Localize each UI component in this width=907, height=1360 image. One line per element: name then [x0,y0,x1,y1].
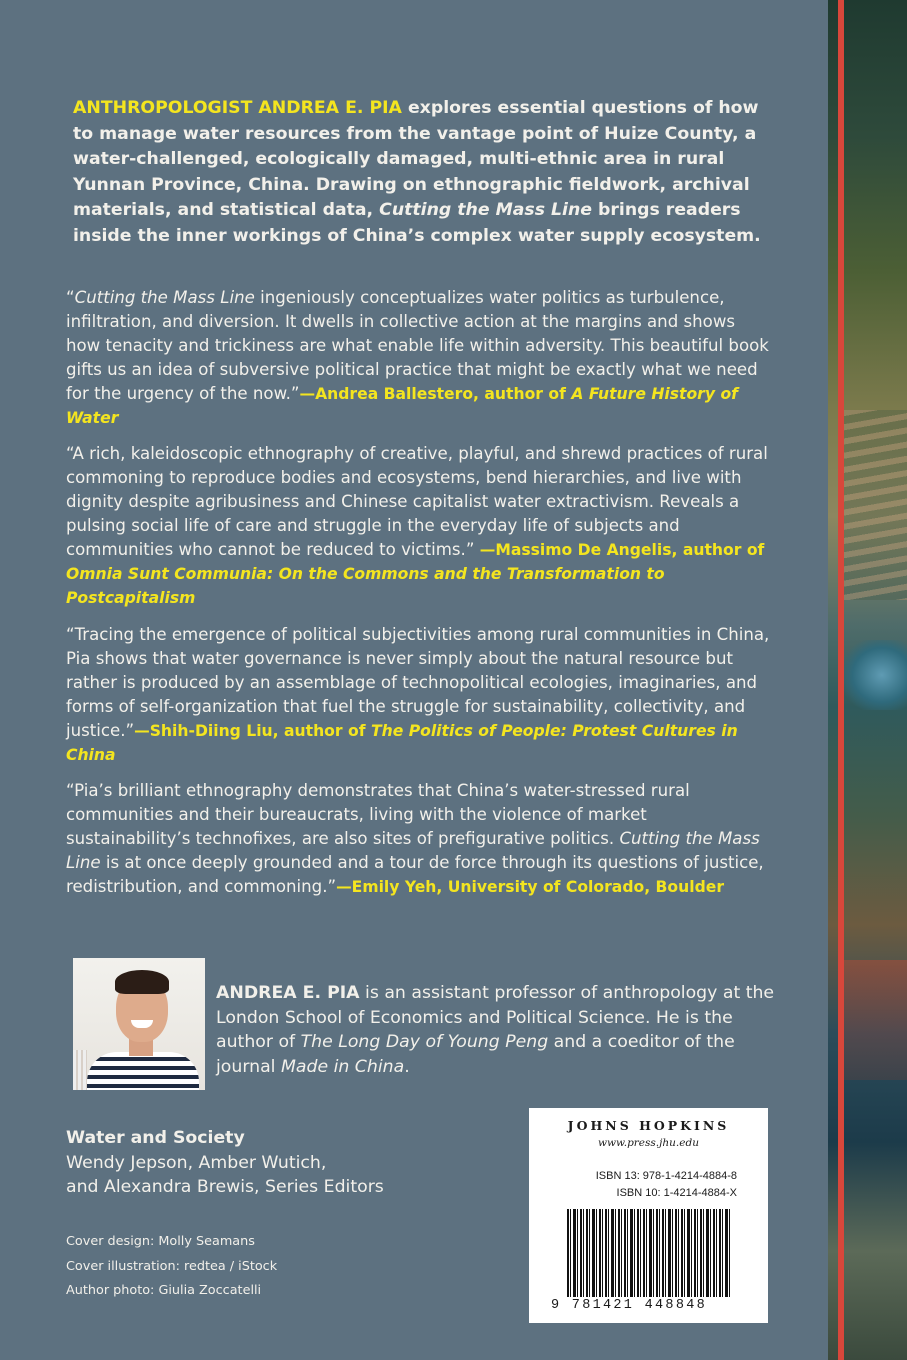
attribution-text: —Massimo De Angelis, author of [479,541,765,559]
attribution-book: Omnia Sunt Communia: On the Commons and the Transformation to Postcapitalism [66,565,665,607]
credit-author-photo: Author photo: Giulia Zoccatelli [66,1283,262,1298]
isbn-13: ISBN 13: 978-1-4214-4884-8 [595,1170,737,1182]
barcode-box [529,1108,768,1323]
bio-text: is an assistant professor of anthropology at the London School of Economics and Political Science. He is the author of [216,983,775,1052]
book-title: Cutting the Mass Line [379,200,592,220]
water-pond-image [844,640,907,710]
endorsement-de-angelis [66,442,770,610]
bio-text-end: . [404,1056,410,1077]
quote-attribution [66,722,738,764]
author-name: ANDREA E. PIA [216,983,360,1003]
terraced-field-image [844,410,907,600]
quote-text: ingeniously conceptualizes water politics as turbulence, infiltration, and diversion. It dwells in collective action at the margins and shows how tenacity and trickiness are what enable life within adversity. This beautiful book gifts us an idea of subversive political practice that might be exactly what we need for the urgency of the now.” [66,288,769,403]
series-title: Water and Society [66,1128,245,1148]
front-cover-spine-edge [828,0,907,1360]
bio-book-title: The Long Day of Young Peng [300,1032,549,1052]
endorsement-yeh [66,779,770,899]
quote-attribution: —Emily Yeh, University of Colorado, Boulder [336,878,725,896]
series-editors-line2: and Alexandra Brewis, Series Editors [66,1177,384,1197]
book-description [73,96,763,249]
quote-text-end: is at once deeply grounded and a tour de force through its questions of justice, redistribution, and commoning.” [66,853,764,896]
author-photo [73,958,205,1090]
quote-book-title: Cutting the Mass Line [74,288,255,307]
endorsement-ballestero [66,286,770,430]
quote-text: “A rich, kaleidoscopic ethnography of creative, playful, and shrewd practices of rural commoning to reproduce bodies and ecosystems, bend hierarchies, and live with dignity despite agribusiness and Chinese capitalist water extractivism. Reveals a pulsing social life of care and struggle in the everyday life of subjects and communities who cannot be reduced to victims.” [66,444,768,559]
attribution-text: —Andrea Ballestero, author of [299,385,572,403]
series-editors-line1: Wendy Jepson, Amber Wutich, [66,1152,327,1173]
series-info [66,1126,506,1200]
attribution-book: A Future History of Water [66,385,738,427]
barcode-bars [567,1209,731,1297]
red-soil-image [844,960,907,1080]
bio-journal-title: Made in China [280,1056,405,1077]
author-lead: ANTHROPOLOGIST ANDREA E. PIA [73,98,402,118]
red-spine-stripe [838,0,844,1360]
quote-text: “Pia’s brilliant ethnography demonstrates that China’s water-stressed rural communities and their bureaucrats, living with the violence of market sustainability’s technofixes, are also sites of prefigurative politics. [66,781,690,848]
credit-cover-design: Cover design: Molly Seamans [66,1234,255,1249]
isbn-10: ISBN 10: 1-4214-4884-X [616,1187,737,1199]
attribution-text: —Shih-Diing Liu, author of [134,722,371,740]
endorsement-liu [66,623,770,767]
cover-credits [66,1230,366,1304]
barcode-digits: 9 781421 448848 [551,1298,708,1313]
attribution-book: The Politics of People: Protest Cultures in China [66,722,738,764]
description-text-end: brings readers inside the inner workings of China’s complex water supply ecosystem. [73,200,761,246]
author-bio [216,981,776,1079]
publisher-name: JOHNS HOPKINS [567,1118,730,1133]
credit-cover-illustration: Cover illustration: redtea / iStock [66,1258,278,1274]
quote-book-title: Cutting the Mass Line [66,829,760,872]
publisher-url: www.press.jhu.edu [598,1137,699,1149]
quote-mark: “ [66,288,75,307]
description-text: explores essential questions of how to manage water resources from the vantage point of Huize County, a water-challenged, ecologically damaged, multi-ethnic area in rural Yunnan Province, China. Drawing on ethnographic fieldwork, archival materials, and statistical data, [73,98,759,220]
quote-text: “Tracing the emergence of political subjectivities among rural communities in China, Pia shows that water governance is never simply about the natural resource but rather is produced by an assemblage of technopolitical ecologies, imaginaries, and forms of self-organization that fuel the struggle for sustainability, collectivity, and justice.” [66,625,770,740]
bio-text-mid: and a coeditor of the journal [216,1032,735,1077]
